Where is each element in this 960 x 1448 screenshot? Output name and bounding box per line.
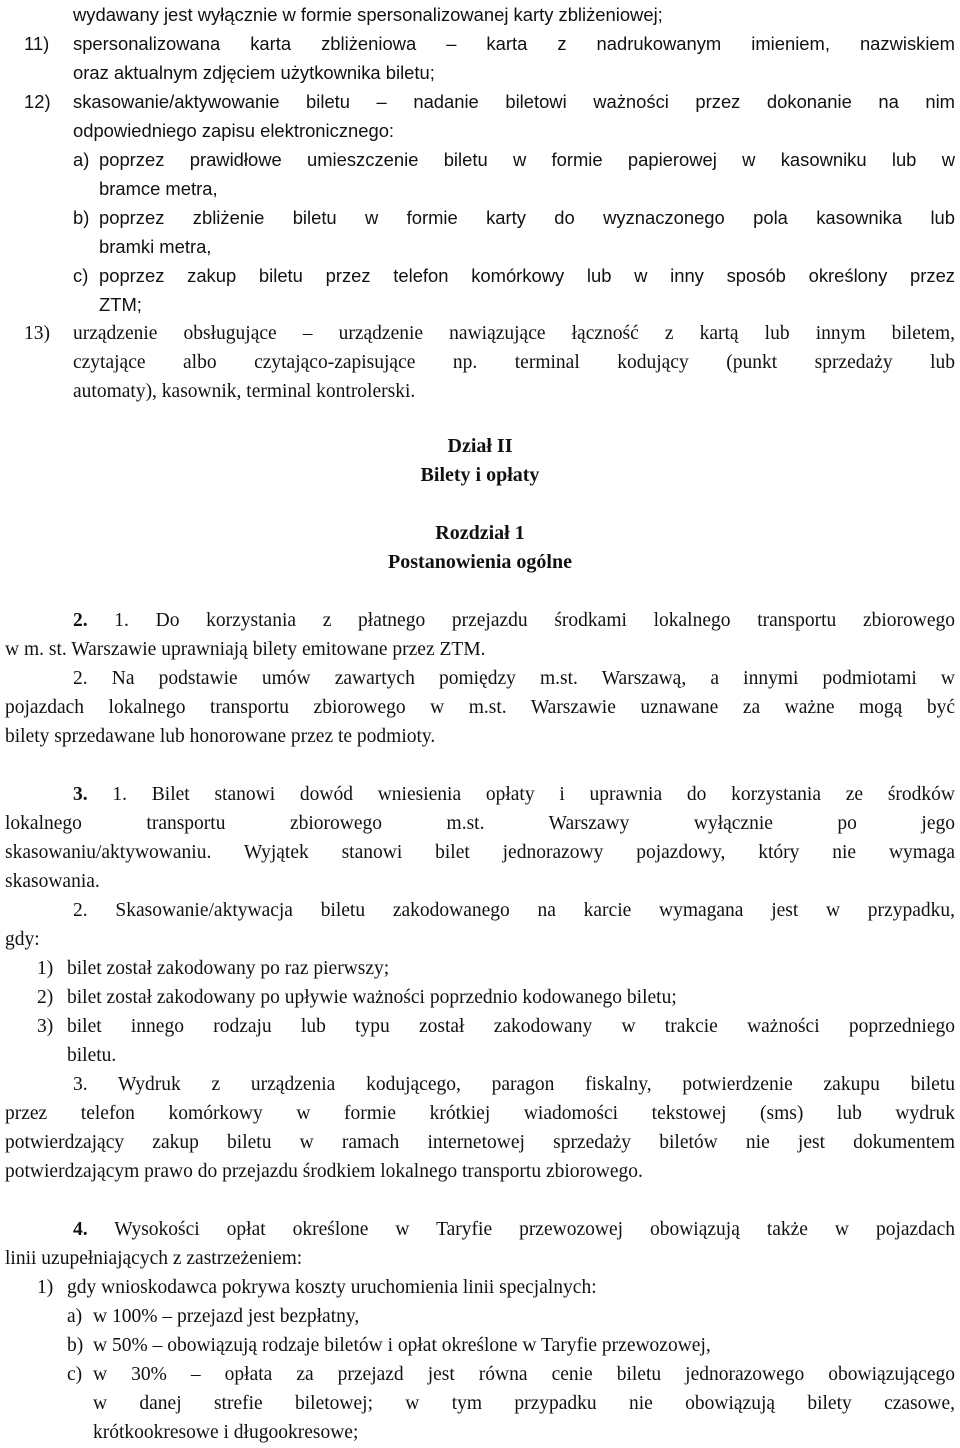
paragraph-line: linii uzupełniających z zastrzeżeniem: [5, 1248, 303, 1269]
list-marker: 1) [37, 1277, 54, 1298]
definition-line: czytające albo czytająco-zapisujące np. terminal kodujący (punkt sprzedaży lub [73, 352, 955, 373]
section-number: 4. [73, 1219, 88, 1240]
paragraph-line: 2. Skasowanie/aktywacja biletu zakodowanego na karcie wymagana jest w przypadku, [73, 900, 955, 921]
definition-line: automaty), kasownik, terminal kontrolerski. [73, 381, 416, 402]
definition-line: poprzez zakup biletu przez telefon komórkowy lub w inny sposób określony przez [99, 265, 955, 286]
list-item: biletu. [67, 1045, 117, 1066]
definition-line: bramki metra, [99, 236, 212, 257]
list-marker: 3) [37, 1016, 54, 1037]
sub-item-marker: b) [73, 207, 90, 228]
list-item: bilet został zakodowany po raz pierwszy; [67, 958, 390, 979]
list-item: w 30% – opłata za przejazd jest równa cenie biletu jednorazowego obowiązującego [93, 1364, 955, 1385]
list-item: w 50% – obowiązują rodzaje biletów i opłat określone w Taryfie przewozowej, [93, 1335, 711, 1356]
chapter-heading: Rozdział 1 [435, 522, 525, 544]
paragraph-text: 1. Do korzystania z płatnego przejazdu środkami lokalnego transportu zbiorowego [87, 610, 955, 631]
paragraph-line: bilety sprzedawane lub honorowane przez te podmioty. [5, 726, 436, 747]
list-item: w danej strefie biletowej; w tym przypadku nie obowiązują bilety czasowe, [93, 1393, 955, 1414]
list-marker: 2) [37, 987, 54, 1008]
list-item: bilet został zakodowany po upływie ważności poprzednio kodowanego biletu; [67, 987, 677, 1008]
paragraph-line: pojazdach lokalnego transportu zbiorowego w m.st. Warszawie uznawane za ważne mogą być [5, 697, 955, 718]
paragraph-line: 2. Na podstawie umów zawartych pomiędzy m.st. Warszawą, a innymi podmiotami w [73, 668, 955, 689]
definition-line: spersonalizowana karta zbliżeniowa – karta z nadrukowanym imieniem, nazwiskiem [73, 33, 955, 54]
definition-line: bramce metra, [99, 178, 218, 199]
division-heading: Dział II [447, 435, 513, 457]
section-number: 2. [73, 610, 88, 631]
definition-line: skasowanie/aktywowanie biletu – nadanie biletowi ważności przez dokonanie na nim [73, 91, 955, 112]
paragraph-line: skasowaniu/aktywowaniu. Wyjątek stanowi bilet jednorazowy pojazdowy, który nie wymaga [5, 842, 955, 863]
list-item: w 100% – przejazd jest bezpłatny, [93, 1306, 360, 1327]
item-number: 13) [24, 323, 50, 344]
paragraph-line: skasowania. [5, 871, 100, 892]
chapter-title: Postanowienia ogólne [388, 551, 572, 573]
paragraph-line [73, 780, 955, 809]
division-title: Bilety i opłaty [420, 464, 540, 486]
list-item: gdy wnioskodawca pokrywa koszty uruchomienia linii specjalnych: [67, 1277, 597, 1298]
definition-line: urządzenie obsługujące – urządzenie nawiązujące łączność z kartą lub innym biletem, [73, 323, 955, 344]
paragraph-line [73, 1215, 955, 1244]
definition-line: poprzez prawidłowe umieszczenie biletu w formie papierowej w kasowniku lub w [99, 149, 955, 170]
paragraph-line: lokalnego transportu zbiorowego m.st. Warszawy wyłącznie po jego [5, 813, 955, 834]
paragraph-line: 3. Wydruk z urządzenia kodującego, paragon fiskalny, potwierdzenie zakupu biletu [73, 1074, 955, 1095]
paragraph-line: przez telefon komórkowy w formie krótkiej wiadomości tekstowej (sms) lub wydruk [5, 1103, 955, 1124]
item-number: 11) [24, 33, 50, 54]
sub-item-marker: a) [73, 149, 90, 170]
section-number: 3. [73, 784, 88, 805]
paragraph-text: Wysokości opłat określone w Taryfie przewozowej obowiązują także w pojazdach [87, 1219, 955, 1240]
list-marker: 1) [37, 958, 54, 979]
paragraph-line [73, 606, 955, 635]
paragraph-text: 1. Bilet stanowi dowód wniesienia opłaty i uprawnia do korzystania ze środków [87, 784, 955, 805]
list-item: bilet innego rodzaju lub typu został zakodowany w trakcie ważności poprzedniego [67, 1016, 955, 1037]
sub-item-marker: a) [67, 1306, 83, 1327]
definition-line: wydawany jest wyłącznie w formie spersonalizowanej karty zbliżeniowej; [73, 4, 663, 25]
paragraph-line: w m. st. Warszawie uprawniają bilety emitowane przez ZTM. [5, 639, 486, 660]
sub-item-marker: c) [73, 265, 89, 286]
definition-line: poprzez zbliżenie biletu w formie karty do wyznaczonego pola kasownika lub [99, 207, 955, 228]
item-number: 12) [24, 91, 51, 112]
definition-line: ZTM; [99, 294, 142, 315]
paragraph-line: potwierdzającym prawo do przejazdu środkiem lokalnego transportu zbiorowego. [5, 1161, 643, 1182]
definition-line: oraz aktualnym zdjęciem użytkownika biletu; [73, 62, 435, 83]
sub-item-marker: b) [67, 1335, 84, 1356]
definition-line: odpowiedniego zapisu elektronicznego: [73, 120, 395, 141]
paragraph-line: gdy: [5, 929, 40, 950]
list-item: krótkookresowe i długookresowe; [93, 1422, 359, 1443]
sub-item-marker: c) [67, 1364, 83, 1385]
paragraph-line: potwierdzający zakup biletu w ramach internetowej sprzedaży biletów nie jest dokumentem [5, 1132, 955, 1153]
